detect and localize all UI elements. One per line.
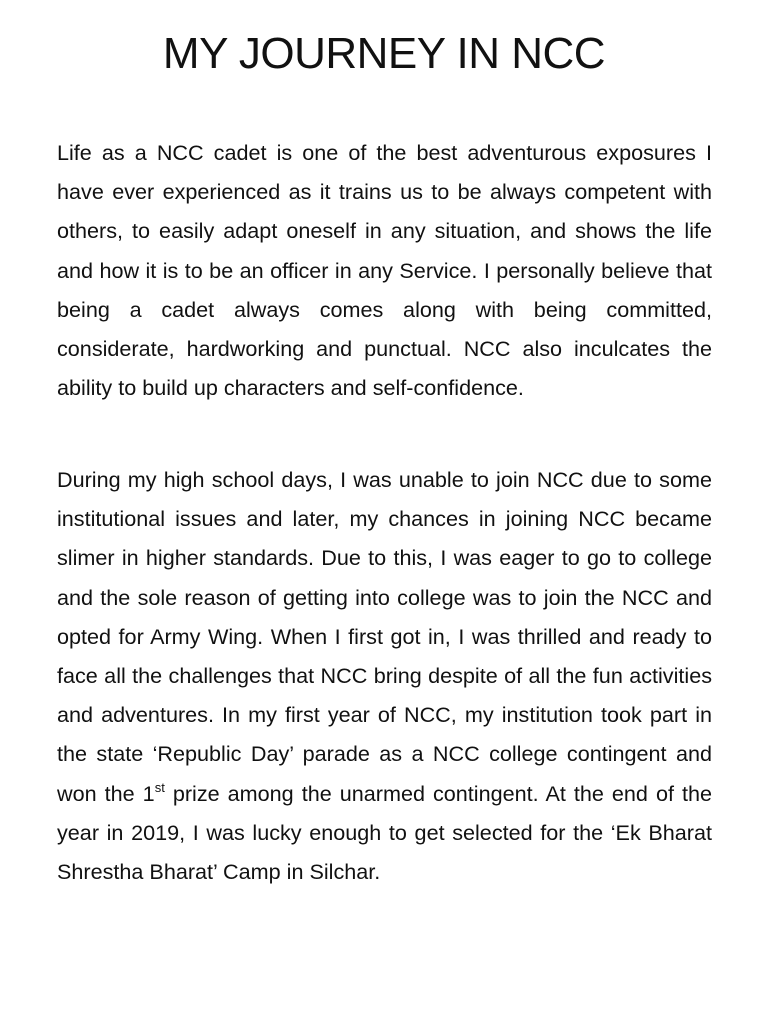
paragraph-journey: [57, 460, 712, 891]
page-title: MY JOURNEY IN NCC: [162, 29, 606, 78]
ordinal-superscript: st: [154, 779, 165, 795]
paragraph-journey-text-1: During my high school days, I was unable to join NCC due to some institutional issues and later, my chances in joining NCC became slimer in higher standards. Due to this, I was eager to go to college and the sole reason of getting into college was to join the NCC and opted for Army Wing. When I first got in, I was thrilled and ready to face all the challenges that NCC bring despite of all the fun activities and adventures. In my first year of NCC, my institution took part in the state ‘Republic Day’ parade as a NCC college contingent and won the 1: [57, 467, 712, 806]
paragraph-intro: Life as a NCC cadet is one of the best adventurous exposures I have ever experienced as it trains us to be always competent with others, to easily adapt oneself in any situation, and shows the life and how it is to be an officer in any Service. I personally believe that being a cadet always comes along with being committed, considerate, hardworking and punctual. NCC also inculcates the ability to build up characters and self-confidence.: [57, 140, 712, 401]
paragraph-journey-text-2: prize among the unarmed contingent. At the end of the year in 2019, I was lucky enough to get selected for the ‘Ek Bharat Shrestha Bharat’ Camp in Silchar.: [57, 780, 712, 885]
